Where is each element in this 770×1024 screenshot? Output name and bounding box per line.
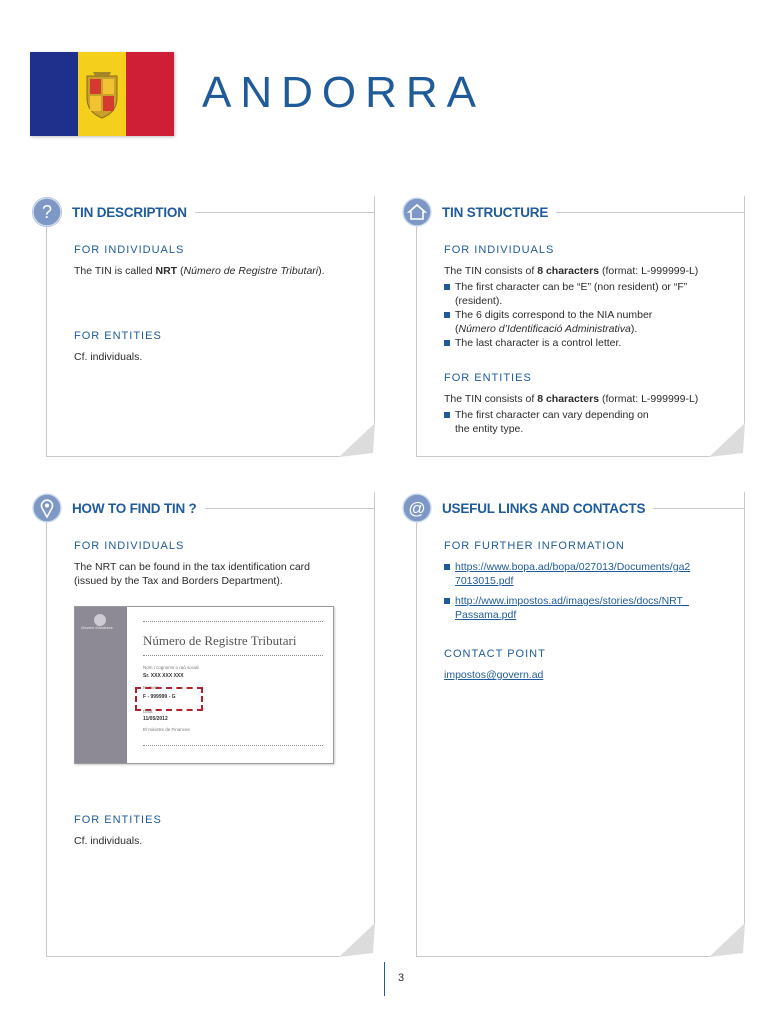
page-number-divider	[384, 962, 385, 996]
list-item: The first character can vary depending on the entity type.	[444, 408, 664, 436]
entities-heading: FOR ENTITIES	[444, 372, 532, 384]
how-to-find-title: HOW TO FIND TIN ?	[72, 500, 197, 516]
card-number-label: Número	[143, 685, 160, 690]
individuals-heading: FOR INDIVIDUALS	[444, 244, 555, 256]
useful-links-panel	[408, 492, 745, 957]
card-date-label: Data	[143, 709, 153, 714]
links-list	[444, 560, 694, 622]
further-information-heading: FOR FURTHER INFORMATION	[444, 540, 625, 552]
page-curl-corner	[339, 423, 375, 457]
location-pin-icon	[32, 493, 62, 523]
entities-rules-list	[444, 408, 664, 436]
svg-text:@: @	[408, 499, 426, 518]
individuals-rules-list	[444, 280, 730, 350]
andorra-coat-of-arms-icon	[81, 68, 123, 120]
card-signature-label: El ministre de Finances	[143, 727, 190, 732]
tin-structure-title: TIN STRUCTURE	[442, 204, 549, 220]
page-number: 3	[398, 972, 405, 984]
tin-description-panel	[41, 196, 375, 457]
individuals-format: The TIN consists of 8 characters (format: L-999999-L)	[444, 265, 699, 277]
card-side-label: Govern d'Andorra	[81, 625, 113, 630]
andorra-flag	[30, 52, 174, 136]
contact-point-heading: CONTACT POINT	[444, 648, 546, 660]
list-item	[444, 560, 694, 588]
individuals-heading: FOR INDIVIDUALS	[74, 540, 185, 552]
tin-highlight-box	[135, 687, 203, 711]
nrt-description: The TIN is called NRT (Número de Registre Tributari).	[74, 265, 325, 277]
useful-links-title: USEFUL LINKS AND CONTACTS	[442, 500, 646, 516]
tin-structure-panel	[416, 196, 745, 457]
page-curl-corner	[709, 423, 745, 457]
impostos-link[interactable]: http://www.impostos.ad/images/stories/docs/NRT_Passama.pdf	[455, 595, 689, 621]
individuals-heading: FOR INDIVIDUALS	[74, 244, 185, 256]
flag-red-stripe	[126, 52, 174, 136]
list-item: The 6 digits correspond to the NIA number (Número d’Identificació Administrativa).	[444, 308, 730, 336]
entities-heading: FOR ENTITIES	[74, 330, 162, 342]
card-title: Número de Registre Tributari	[143, 633, 297, 648]
question-mark-icon	[32, 197, 62, 227]
bopa-link[interactable]: https://www.bopa.ad/bopa/027013/Documents/ga27013015.pdf	[455, 561, 691, 587]
card-name-value: Sr. XXX XXX XXX	[143, 673, 184, 679]
list-item: The first character can be “E” (non resident) or “F” (resident).	[444, 280, 730, 308]
card-sidebar	[75, 607, 127, 763]
list-item	[444, 594, 694, 622]
entities-heading: FOR ENTITIES	[74, 814, 162, 826]
entities-text: Cf. individuals.	[74, 835, 143, 847]
entities-format: The TIN consists of 8 characters (format: L-999999-L)	[444, 393, 699, 405]
how-to-find-tin-panel	[46, 492, 375, 957]
house-icon	[402, 197, 432, 227]
at-sign-icon	[402, 493, 432, 523]
contact-email-link[interactable]: impostos@govern.ad	[444, 669, 544, 681]
list-item: The last character is a control letter.	[444, 336, 730, 350]
svg-text:?: ?	[41, 202, 53, 222]
tin-description-title: TIN DESCRIPTION	[72, 204, 187, 220]
individuals-text: The NRT can be found in the tax identification card (issued by the Tax and Borders Department).	[74, 561, 311, 587]
page-curl-corner	[709, 923, 745, 957]
card-name-label: Nom i cognoms o raó social	[143, 665, 199, 670]
tax-identification-card-image	[74, 606, 334, 764]
page-curl-corner	[339, 923, 375, 957]
entities-text: Cf. individuals.	[74, 351, 143, 363]
flag-blue-stripe	[30, 52, 78, 136]
card-date-value: 11/05/2012	[143, 716, 168, 722]
country-title: ANDORRA	[202, 68, 486, 117]
card-number-value: F - 999999 - G	[143, 694, 176, 700]
